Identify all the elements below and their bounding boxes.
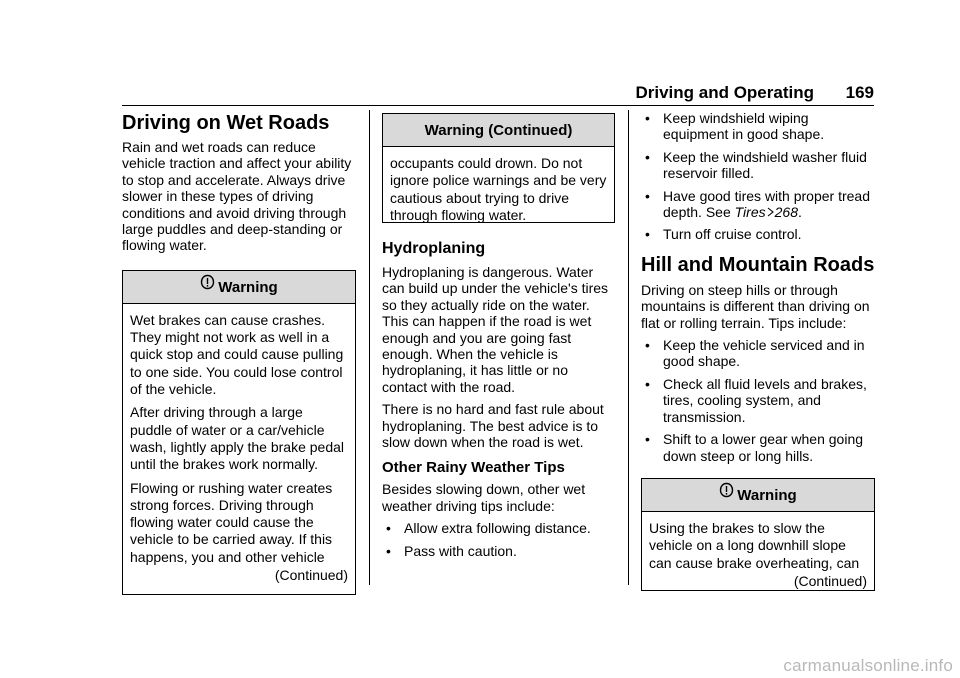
list-item <box>641 188 875 221</box>
list-item <box>641 226 875 242</box>
tires-page-ref[interactable]: 268 <box>774 204 798 221</box>
list-item-text: Shift to a lower gear when going down steep or long hills. <box>663 431 864 464</box>
column-1 <box>122 110 356 595</box>
warning-title: Warning <box>218 278 278 296</box>
list-item-text: Pass with caution. <box>404 542 517 559</box>
continued-label: (Continued) <box>793 572 867 589</box>
warning-box-downhill-brakes <box>641 478 875 591</box>
warning-title: Warning <box>737 486 797 504</box>
list-item <box>641 110 875 143</box>
bullet-glyph: • <box>386 542 391 559</box>
list-item-text: Keep windshield wiping equipment in good shape. <box>663 110 825 143</box>
warning-paragraph: Wet brakes can cause crashes. They might not work as well in a quick stop and could cause pulling to one side. You could lose control of the vehicle. <box>130 311 344 398</box>
column-divider <box>369 110 370 585</box>
tires-link[interactable]: Tires <box>734 204 766 221</box>
hydroplaning-paragraph: There is no hard and fast rule about hydroplaning. The best advice is to slow down when the road is wet. <box>382 401 604 451</box>
list-item <box>641 149 875 182</box>
bullet-glyph: • <box>645 187 650 204</box>
rainy-tips-intro: Besides slowing down, other wet weather driving tips include: <box>382 481 586 514</box>
warning-body <box>123 304 355 583</box>
warning-body <box>383 147 614 224</box>
warning-triangle-icon <box>200 269 215 302</box>
bullet-glyph: • <box>645 375 650 392</box>
warning-header <box>642 479 874 512</box>
list-item <box>641 337 875 370</box>
list-item-text: Keep the vehicle serviced and in good shape. <box>663 337 865 370</box>
hydroplaning-paragraph: Hydroplaning is dangerous. Water can build up under the vehicle's tires so they actually ride on the water. This can happen if the road is wet enough and you are going fast enough. When the vehicle is hydroplaning, it has little or no contact with the road. <box>382 264 609 395</box>
warning-header <box>123 271 355 304</box>
warning-box-wet-brakes <box>122 270 356 595</box>
list-item <box>382 543 615 559</box>
heading-wet-roads: Driving on Wet Roads <box>122 112 330 134</box>
column-2 <box>382 110 615 559</box>
wet-roads-intro: Rain and wet roads can reduce vehicle traction and affect your ability to stop and accelerate. Always drive slower in these types of driving conditions and avoid driving through large puddles and deep-standing or flowing water. <box>122 139 352 254</box>
bullet-glyph: • <box>386 520 391 537</box>
warning-body <box>642 512 874 589</box>
page-reference-icon <box>766 204 775 220</box>
continued-label: (Continued) <box>274 567 348 583</box>
warning-box-continued <box>382 113 615 223</box>
bullet-glyph: • <box>645 148 650 165</box>
warning-paragraph: Flowing or rushing water creates strong forces. Driving through flowing water could cause the vehicle to be carried away. If this happens, you and other vehicle <box>130 479 333 565</box>
warning-paragraph: occupants could drown. Do not ignore police warnings and be very cautious about trying to drive through flowing water. <box>390 155 607 223</box>
column-divider <box>628 110 629 585</box>
warning-header <box>383 114 614 147</box>
list-item-text: Have good tires with proper tread depth. See <box>663 187 870 221</box>
page-header <box>0 82 960 106</box>
warning-title: Warning (Continued) <box>424 122 573 139</box>
bullet-glyph: • <box>645 431 650 448</box>
header-rule <box>122 105 874 106</box>
list-item <box>382 520 615 536</box>
list-item-text: Turn off cruise control. <box>663 226 802 243</box>
list-item-text: Allow extra following distance. <box>404 520 591 537</box>
bullet-glyph: • <box>645 337 650 354</box>
bullet-glyph: • <box>645 226 650 243</box>
list-item <box>641 376 875 425</box>
list-item-text: Check all fluid levels and brakes, tires, cooling system, and transmission. <box>663 375 867 425</box>
heading-hydroplaning: Hydroplaning <box>382 240 486 257</box>
list-item-text: . <box>797 204 802 221</box>
hill-intro: Driving on steep hills or through mountains is different than driving on flat or rolling terrain. Tips include: <box>641 281 870 331</box>
page-number: 169 <box>845 83 874 102</box>
heading-hill-mountain: Hill and Mountain Roads <box>641 253 875 276</box>
heading-rainy-tips: Other Rainy Weather Tips <box>382 459 565 477</box>
watermark: carmanualsonline.info <box>783 656 953 675</box>
warning-triangle-icon <box>719 477 734 510</box>
warning-paragraph: After driving through a large puddle of water or a car/vehicle wash, lightly apply the brake pedal until the brakes work normally. <box>130 404 345 473</box>
column-3 <box>641 110 875 591</box>
list-item <box>641 431 875 464</box>
list-item-text: Keep the windshield washer fluid reservoir filled. <box>663 148 867 182</box>
section-title: Driving and Operating <box>635 83 814 102</box>
bullet-glyph: • <box>645 110 650 126</box>
warning-paragraph: Using the brakes to slow the vehicle on a long downhill slope can cause brake overheating, can <box>649 519 860 571</box>
